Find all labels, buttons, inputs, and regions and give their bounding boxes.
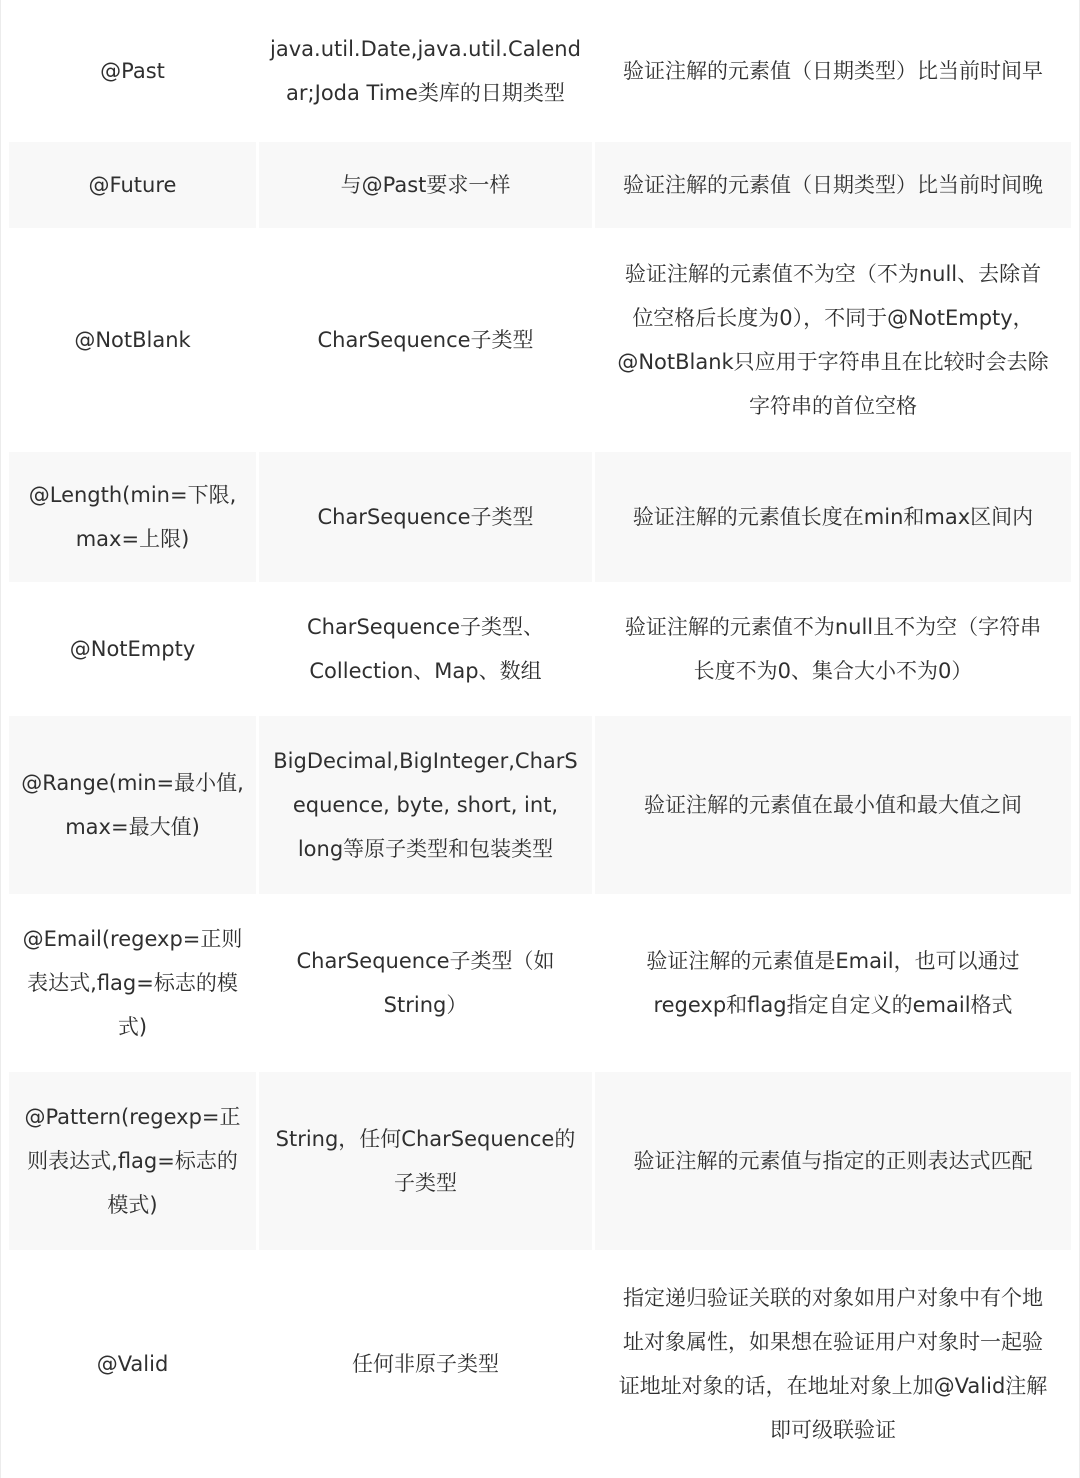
table-row [9,894,1071,1072]
type-cell: BigDecimal,BigInteger,CharS equence, byte, short, int, long等原子类型和包装类型 [259,716,595,894]
annotation-cell: @Pattern(regexp=正 则表达式,flag=标志的 模式) [9,1072,259,1250]
description-cell: 验证注解的元素值不为null且不为空（字符串 长度不为0、集合大小不为0） [595,582,1071,716]
type-cell: 任何非原子类型 [259,1250,595,1478]
description-cell: 验证注解的元素值（日期类型）比当前时间早 [595,0,1071,142]
type-cell: CharSequence子类型 [259,452,595,582]
type-cell: CharSequence子类型、 Collection、Map、数组 [259,582,595,716]
table-row [9,0,1071,142]
annotation-cell: @NotBlank [9,228,259,452]
type-cell: String，任何CharSequence的 子类型 [259,1072,595,1250]
type-cell: 与@Past要求一样 [259,142,595,228]
table-row [9,142,1071,228]
annotation-cell: @Future [9,142,259,228]
annotation-cell: @Valid [9,1250,259,1478]
table-row [9,1072,1071,1250]
validation-annotations-table [9,0,1071,1478]
annotation-cell: @Past [9,0,259,142]
table-row [9,228,1071,452]
type-cell: CharSequence子类型 [259,228,595,452]
table-row [9,716,1071,894]
annotation-cell: @Length(min=下限, max=上限) [9,452,259,582]
table-row [9,452,1071,582]
description-cell: 验证注解的元素值（日期类型）比当前时间晚 [595,142,1071,228]
description-cell: 验证注解的元素值是Email，也可以通过 regexp和flag指定自定义的email格式 [595,894,1071,1072]
description-cell: 验证注解的元素值不为空（不为null、去除首 位空格后长度为0），不同于@NotEmpty， @NotBlank只应用于字符串且在比较时会去除 字符串的首位空格 [595,228,1071,452]
type-cell: java.util.Date,java.util.Calend ar;Joda Time类库的日期类型 [259,0,595,142]
table-row [9,582,1071,716]
type-cell: CharSequence子类型（如 String） [259,894,595,1072]
annotation-cell: @Range(min=最小值, max=最大值) [9,716,259,894]
annotation-cell: @Email(regexp=正则 表达式,flag=标志的模 式) [9,894,259,1072]
description-cell: 验证注解的元素值在最小值和最大值之间 [595,716,1071,894]
description-cell: 验证注解的元素值长度在min和max区间内 [595,452,1071,582]
description-cell: 指定递归验证关联的对象如用户对象中有个地 址对象属性，如果想在验证用户对象时一起验 证地址对象的话，在地址对象上加@Valid注解 即可级联验证 [595,1250,1071,1478]
table-row [9,1250,1071,1478]
description-cell: 验证注解的元素值与指定的正则表达式匹配 [595,1072,1071,1250]
annotation-cell: @NotEmpty [9,582,259,716]
